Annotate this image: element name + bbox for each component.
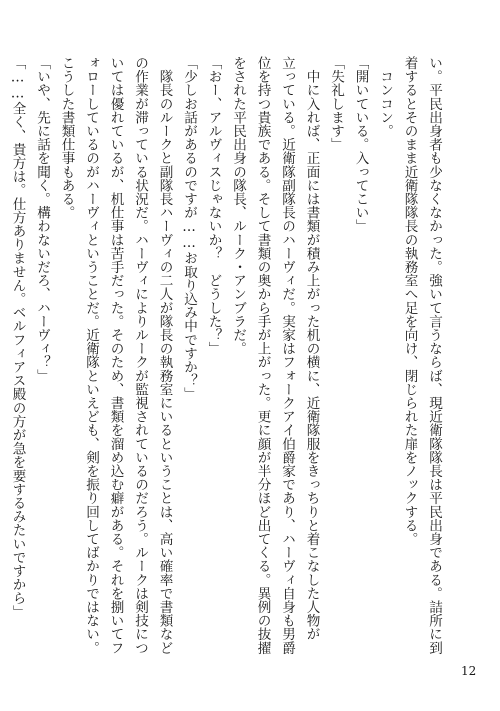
text-line: 「開いている。入ってこい」 <box>352 56 369 233</box>
text-line: 「いや、先に話を聞く。構わないだろ、ハーヴィ？」 <box>34 56 50 383</box>
text-line: 位を持つ貴族である。そして書類の奥から手が上がった。更に顔が半分ほど出てくる。異例の抜擢 <box>254 56 271 655</box>
text-line: いては優れているが、机仕事は苦手だった。そのため、書類を溜め込む癖がある。それを捌いてフ <box>107 56 124 655</box>
text-line: 「……全く、貴方は。仕方ありません。ベルフィアス殿の方が急を要するみたいですから」 <box>9 56 26 619</box>
text-line: ォローしているのがハーヴィということだ。近衛隊といえども、剣を振り回してばかりではない。 <box>83 56 99 655</box>
text-line: 立っている。近衛隊副隊長のハーヴィだ。実家はフォークアイ伯爵家であり、ハーヴィ自身も男爵 <box>279 56 295 655</box>
body-text <box>9 56 446 655</box>
text-line: 着するとそのまま近衛隊隊長の執務室へ足を向け、閉じられた扉をノックする。 <box>401 56 418 546</box>
page-number: 12 <box>461 664 477 678</box>
text-line: 「おー、アルヴィスじゃないか？ どうした？」 <box>205 56 222 356</box>
text-line: い。平民出身者も少なくなかった。強いて言うならば、現近衛隊隊長は平民出身である。詰所に到 <box>426 56 442 655</box>
text-line: 「失礼します」 <box>328 56 344 152</box>
text-line: コンコン。 <box>377 56 393 138</box>
text-line: 隊長のルークと副隊長ハーヴィの二人が隊長の執務室にいるということは、高い確率で書類など <box>156 56 173 655</box>
text-line: の作業が滞っている状況だ。ハーヴィによりルークが監視されているのだろう。ルークは剣技につ <box>132 56 148 655</box>
text-line: 中に入れば、正面には書類が積み上がった机の横に、近衛隊服をきっちりと着こなした人物が <box>303 56 320 641</box>
text-line: をされた平民出身の隊長、ルーク・アンブラだ。 <box>230 56 246 356</box>
text-line: 「少しお話があるのですが……お取り込み中ですか？」 <box>181 56 197 401</box>
text-line: こうした書類仕事もある。 <box>58 56 75 220</box>
